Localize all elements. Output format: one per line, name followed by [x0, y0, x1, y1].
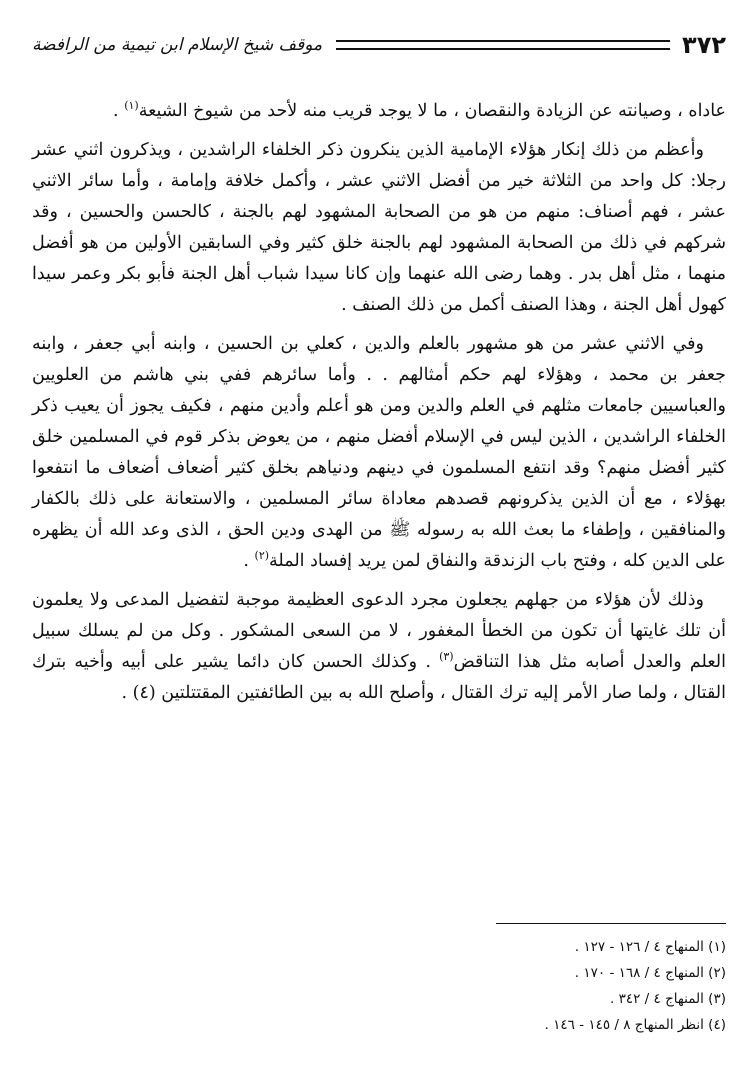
paragraph-text: عاداه ، وصيانته عن الزيادة والنقصان ، ما لا يوجد قريب منه لأحد من شيوخ الشيعة [138, 101, 726, 121]
page-number: ٣٧٢ [682, 31, 726, 59]
paragraph-tail: . [243, 551, 255, 571]
running-title: موقف شيخ الإسلام ابن تيمية من الرافضة [32, 35, 323, 55]
paragraph-2 [32, 135, 726, 321]
footnotes [32, 923, 726, 1038]
main-text [32, 96, 726, 717]
header-rule [336, 40, 670, 50]
footnote-item: (٤) انظر المنهاج ٨ / ١٤٥ - ١٤٦ . [544, 1017, 726, 1033]
paragraph-text: وأعظم من ذلك إنكار هؤلاء الإمامية الذين ينكرون ذكر الخلفاء الراشدين ، ويذكرون اثني عشر رجلا: كل واحد من الثلاثة خير من أفضل الاثني عشر ، وأكمل خلافة وإمامة ، وأما سائر الاثني عشر ، فهم أصناف: منهم من هو من الصحابة المشهود لهم بالجنة ، كالحسن والحسين ، وقد شركهم في ذلك من الصحابة المشهود لهم بالجنة خلق كثير وفي السابقين الأولين من هو أفضل منهما ، مثل أهل بدر . وهما رضى الله عنهما وإن كانا سيدا شباب أهل الجنة فأبو بكر وعمر سيدا كهول أهل الجنة ، وهذا الصنف أكمل من ذلك الصنف . [32, 140, 726, 315]
paragraph-3 [32, 329, 726, 577]
book-page [32, 18, 726, 1058]
paragraph-tail: . وكذلك الحسن كان دائما يشير على أبيه وأخيه بترك القتال ، ولما صار الأمر إليه ترك القتال ، وأصلح الله به بين الطائفتين المقتتلتين (٤) . [32, 652, 726, 703]
footnote-item: (٣) المنهاج ٤ / ٣٤٢ . [610, 991, 726, 1007]
footnote-rule [496, 923, 726, 924]
paragraph-text: وذلك لأن هؤلاء من جهلهم يجعلون مجرد الدعوى العظيمة موجبة لتفضيل المدعى ولا يعلمون أن تلك غايتها أن تكون من الخطأ المغفور ، لا من السعى المشكور . وكل من لم يسلك سبيل العلم والعدل أصابه مثل هذا التناقض [32, 590, 726, 672]
footnote-item: (١) المنهاج ٤ / ١٢٦ - ١٢٧ . [574, 939, 726, 955]
paragraph-4 [32, 585, 726, 709]
paragraph-text: وفي الاثني عشر من هو مشهور بالعلم والدين ، كعلي بن الحسين ، وابنه أبي جعفر ، وابنه جعفر بن محمد ، وهؤلاء لهم حكم أمثالهم . . وأما سائرهم ففي بني هاشم من العلويين والعباسيين جامعات مثلهم في العلم والدين ومن هو أعلم وأدين منهم ، فكيف يجوز أن يعيب ذكر الخلفاء الراشدين ، الذين ليس في الإسلام أفضل منهم ، من يعوض بذكر قوم في المسلمين خلق كثير أفضل منهم؟ وقد انتفع المسلمون في دينهم ودنياهم بخلق كثير أضعاف أضعاف ما انتفعوا بهؤلاء ، مع أن الذين يذكرونهم قصدهم معاداة سائر المسلمين ، والاستعانة على ذلك بالكفار والمنافقين ، وإطفاء ما بعث الله به رسوله ﷺ من الهدى ودين الحق ، الذى وعد الله أن يظهره على الدين كله ، وفتح باب الزندقة والنفاق لمن يريد إفساد الملة [32, 334, 726, 571]
footnote-ref: (٣) [439, 650, 454, 664]
footnote-item: (٢) المنهاج ٤ / ١٦٨ - ١٧٠ . [574, 965, 726, 981]
footnote-ref: (٢) [254, 549, 270, 563]
running-header [32, 18, 726, 72]
footnote-ref: (١) [124, 99, 139, 113]
paragraph-1 [32, 96, 726, 127]
paragraph-tail: . [113, 101, 125, 121]
